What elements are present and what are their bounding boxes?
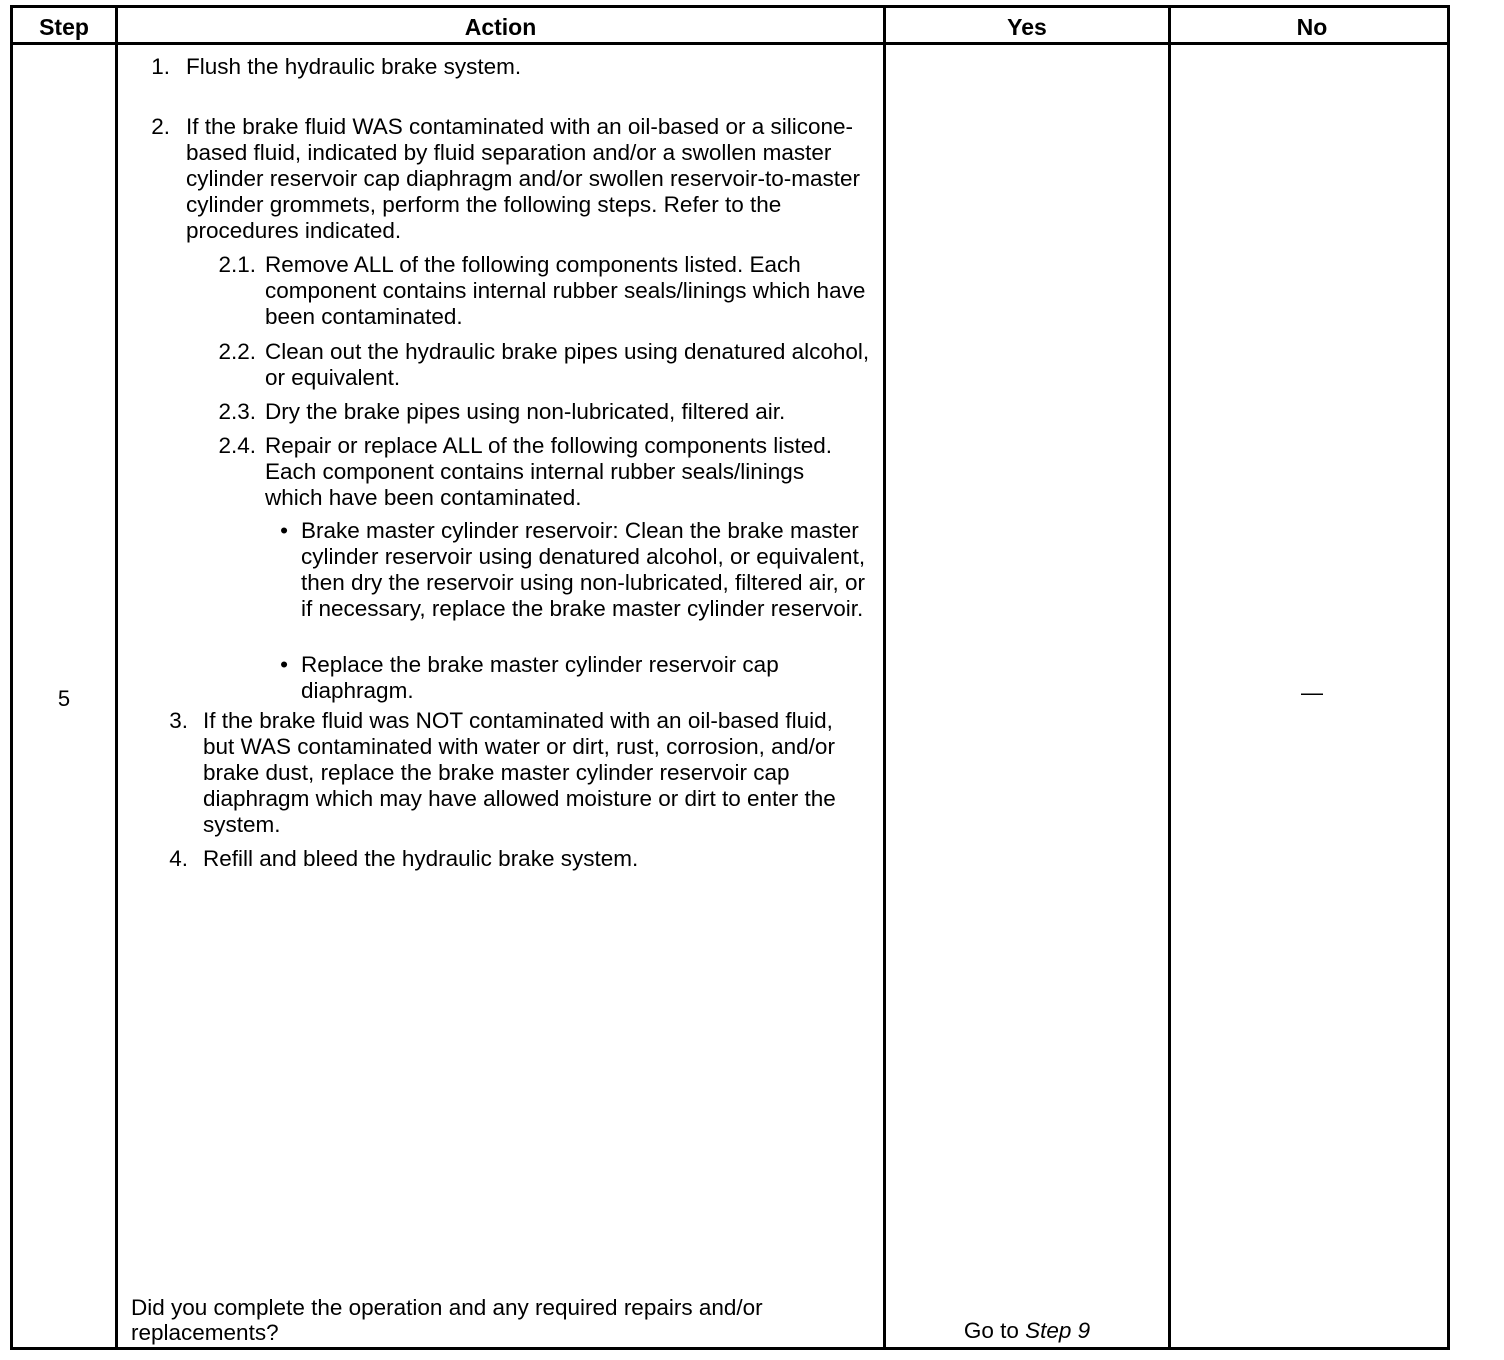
action-item-text: Repair or replace ALL of the following components listed. Each component contains internal rubber seals/linings which have been contaminated. <box>265 433 832 510</box>
action-item-text: Refill and bleed the hydraulic brake system. <box>203 846 639 871</box>
action-item-text: If the brake fluid WAS contaminated with an oil-based or a silicone-based fluid, indicated by fluid separation and/or a swollen master cylinder reservoir cap diaphragm and/or swollen reservoir-to-master cylinder grommets, perform the following steps. Refer to the procedures indicated. <box>186 114 861 243</box>
action-item-text: Remove ALL of the following components listed. Each component contains internal rubber seals/linings which have been contaminated. <box>265 252 866 329</box>
action-item-text: Dry the brake pipes using non-lubricated, filtered air. <box>265 399 786 424</box>
action-cell <box>118 45 883 1345</box>
yes-step-link: Step 9 <box>1025 1318 1091 1343</box>
action-item-number: 2.1. <box>218 252 256 277</box>
bullet-text: Replace the brake master cylinder reservoir cap diaphragm. <box>301 652 779 703</box>
header-yes: Yes <box>1007 14 1047 40</box>
action-item-text: Clean out the hydraulic brake pipes using denatured alcohol, or equivalent. <box>265 339 870 390</box>
action-item-number: 2.3. <box>218 399 256 424</box>
yes-result-prefix: Go to <box>963 1318 1026 1343</box>
action-item-number: 2.4. <box>218 433 256 458</box>
bullet-text: Brake master cylinder reservoir: Clean the brake master cylinder reservoir using denatured alcohol, or equivalent, then dry the reservoir using non-lubricated, filtered air, or if necessary, replace the brake master cylinder reservoir. <box>301 518 866 621</box>
action-item-number: 2. <box>151 114 170 139</box>
action-question: Did you complete the operation and any required repairs and/or replacements? <box>131 1295 763 1345</box>
no-result: — <box>1301 680 1323 705</box>
action-item-number: 2.2. <box>218 339 256 364</box>
header-step: Step <box>39 14 89 40</box>
bullet-marker: • <box>280 518 288 543</box>
action-item-number: 3. <box>169 708 188 733</box>
diagnostic-table <box>10 5 1450 1350</box>
column-divider-yes-no <box>1168 8 1171 1347</box>
step-number: 5 <box>57 686 71 711</box>
yes-result <box>886 1318 1168 1344</box>
bullet-marker: • <box>280 652 288 677</box>
header-no: No <box>1296 14 1328 40</box>
column-divider-action-yes <box>883 8 886 1347</box>
action-item-number: 4. <box>169 846 188 871</box>
header-action: Action <box>464 14 537 40</box>
action-item-number: 1. <box>151 54 170 79</box>
action-item-text: Flush the hydraulic brake system. <box>186 54 522 79</box>
action-item-text: If the brake fluid was NOT contaminated with an oil-based fluid, but WAS contaminated with water or dirt, rust, corrosion, and/or brake dust, replace the brake master cylinder reservoir cap diaphragm which may have allowed moisture or dirt to enter the system. <box>203 708 836 837</box>
